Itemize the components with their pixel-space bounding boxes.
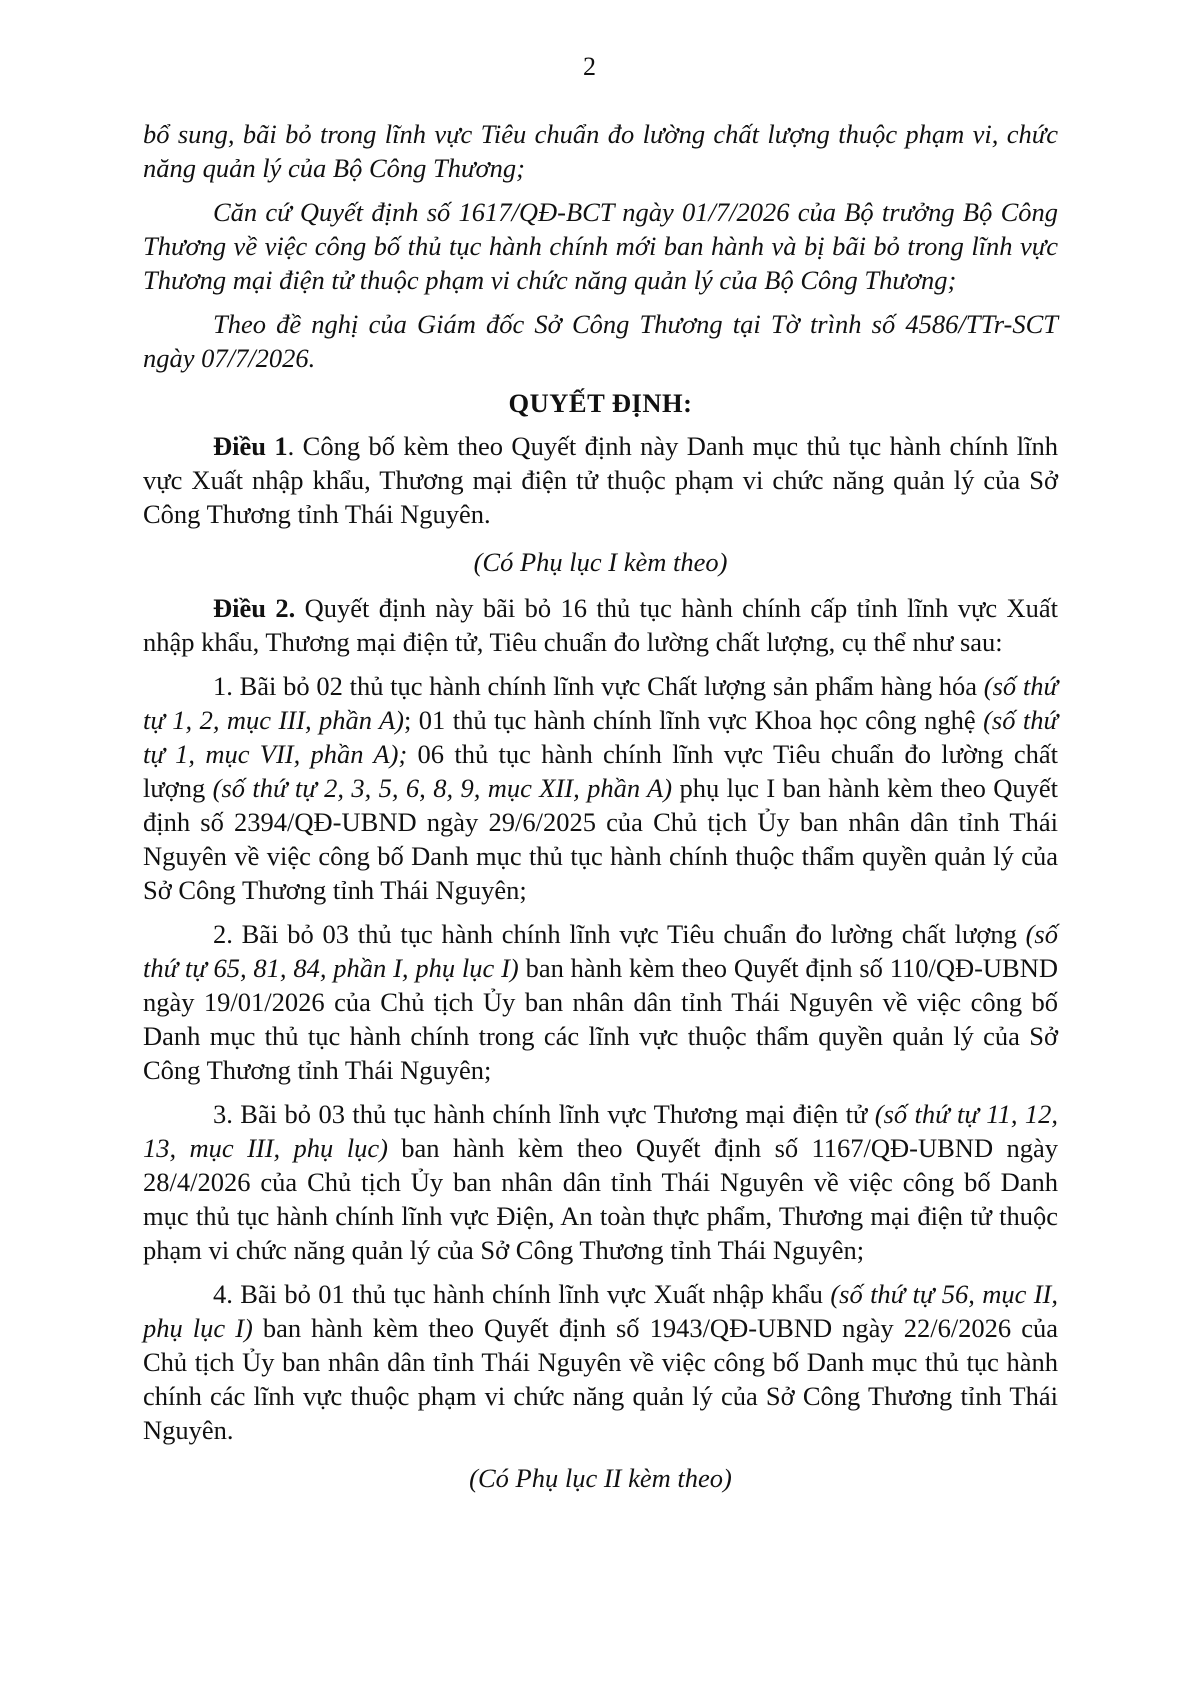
preamble-continuation: bổ sung, bãi bỏ trong lĩnh vực Tiêu chuẩn đo lường chất lượng thuộc phạm vi, chức năng quản lý của Bộ Công Thương; bbox=[143, 119, 1058, 183]
proposal-paragraph: Theo đề nghị của Giám đốc Sở Công Thương tại Tờ trình số 4586/TTr-SCT ngày 07/7/2026. bbox=[143, 309, 1058, 373]
appendix-1-note: (Có Phụ lục I kèm theo) bbox=[473, 547, 728, 577]
repeal-item-3: 3. Bãi bỏ 03 thủ tục hành chính lĩnh vực Thương mại điện tử (số thứ tự 11, 12, 13, mục III, phụ lục) ban hành kèm theo Quyết định số 1167/QĐ-UBND ngày 28/4/2026 của Chủ tịch Ủy ban nhân dân tỉnh Thái Nguyên về việc công bố Danh mục thủ tục hành chính lĩnh vực Điện, An toàn thực phẩm, Thương mại điện tử thuộc phạm vi chức năng quản lý của Sở Công Thương tỉnh Thái Nguyên; bbox=[143, 1099, 1058, 1265]
decision-heading: QUYẾT ĐỊNH: bbox=[508, 388, 693, 418]
repeal-item-1: 1. Bãi bỏ 02 thủ tục hành chính lĩnh vực Chất lượng sản phẩm hàng hóa (số thứ tự 1, 2, mục III, phần A); 01 thủ tục hành chính lĩnh vực Khoa học công nghệ (số thứ tự 1, mục VII, phần A); 06 thủ tục hành chính lĩnh vực Tiêu chuẩn đo lường chất lượng (số thứ tự 2, 3, 5, 6, 8, 9, mục XII, phần A) phụ lục I ban hành kèm theo Quyết định số 2394/QĐ-UBND ngày 29/6/2025 của Chủ tịch Ủy ban nhân dân tỉnh Thái Nguyên về việc công bố Danh mục thủ tục hành chính thuộc thẩm quyền quản lý của Sở Công Thương tỉnh Thái Nguyên; bbox=[143, 671, 1058, 905]
article-1-label: Điều 1 bbox=[213, 431, 288, 461]
article-2-text: Quyết định này bãi bỏ 16 thủ tục hành chính cấp tỉnh lĩnh vực Xuất nhập khẩu, Thương mại điện tử, Tiêu chuẩn đo lường chất lượng, cụ thể như sau: bbox=[143, 593, 1059, 657]
article-2 bbox=[143, 591, 1058, 659]
document-body bbox=[143, 117, 1058, 1507]
appendix-2-note: (Có Phụ lục II kèm theo) bbox=[469, 1463, 732, 1493]
article-2-label: Điều 2. bbox=[213, 593, 296, 623]
page-number: 2 bbox=[583, 52, 596, 81]
repeal-item-4: 4. Bãi bỏ 01 thủ tục hành chính lĩnh vực Xuất nhập khẩu (số thứ tự 56, mục II, phụ lục I) ban hành kèm theo Quyết định số 1943/QĐ-UBND ngày 22/6/2026 của Chủ tịch Ủy ban nhân dân tỉnh Thái Nguyên về việc công bố Danh mục thủ tục hành chính các lĩnh vực thuộc phạm vi chức năng quản lý của Sở Công Thương tỉnh Thái Nguyên. bbox=[143, 1279, 1059, 1445]
article-1 bbox=[143, 429, 1058, 531]
article-1-text: . Công bố kèm theo Quyết định này Danh mục thủ tục hành chính lĩnh vực Xuất nhập khẩu, Thương mại điện tử thuộc phạm vi chức năng quản lý của Sở Công Thương tỉnh Thái Nguyên. bbox=[143, 431, 1059, 529]
repeal-item-2: 2. Bãi bỏ 03 thủ tục hành chính lĩnh vực Tiêu chuẩn đo lường chất lượng (số thứ tự 65, 81, 84, phần I, phụ lục I) ban hành kèm theo Quyết định số 110/QĐ-UBND ngày 19/01/2026 của Chủ tịch Ủy ban nhân dân tỉnh Thái Nguyên về việc công bố Danh mục thủ tục hành chính trong các lĩnh vực thuộc thẩm quyền quản lý của Sở Công Thương tỉnh Thái Nguyên; bbox=[143, 919, 1059, 1085]
basis-paragraph: Căn cứ Quyết định số 1617/QĐ-BCT ngày 01/7/2026 của Bộ trưởng Bộ Công Thương về việc công bố thủ tục hành chính mới ban hành và bị bãi bỏ trong lĩnh vực Thương mại điện tử thuộc phạm vi chức năng quản lý của Bộ Công Thương; bbox=[143, 197, 1058, 295]
